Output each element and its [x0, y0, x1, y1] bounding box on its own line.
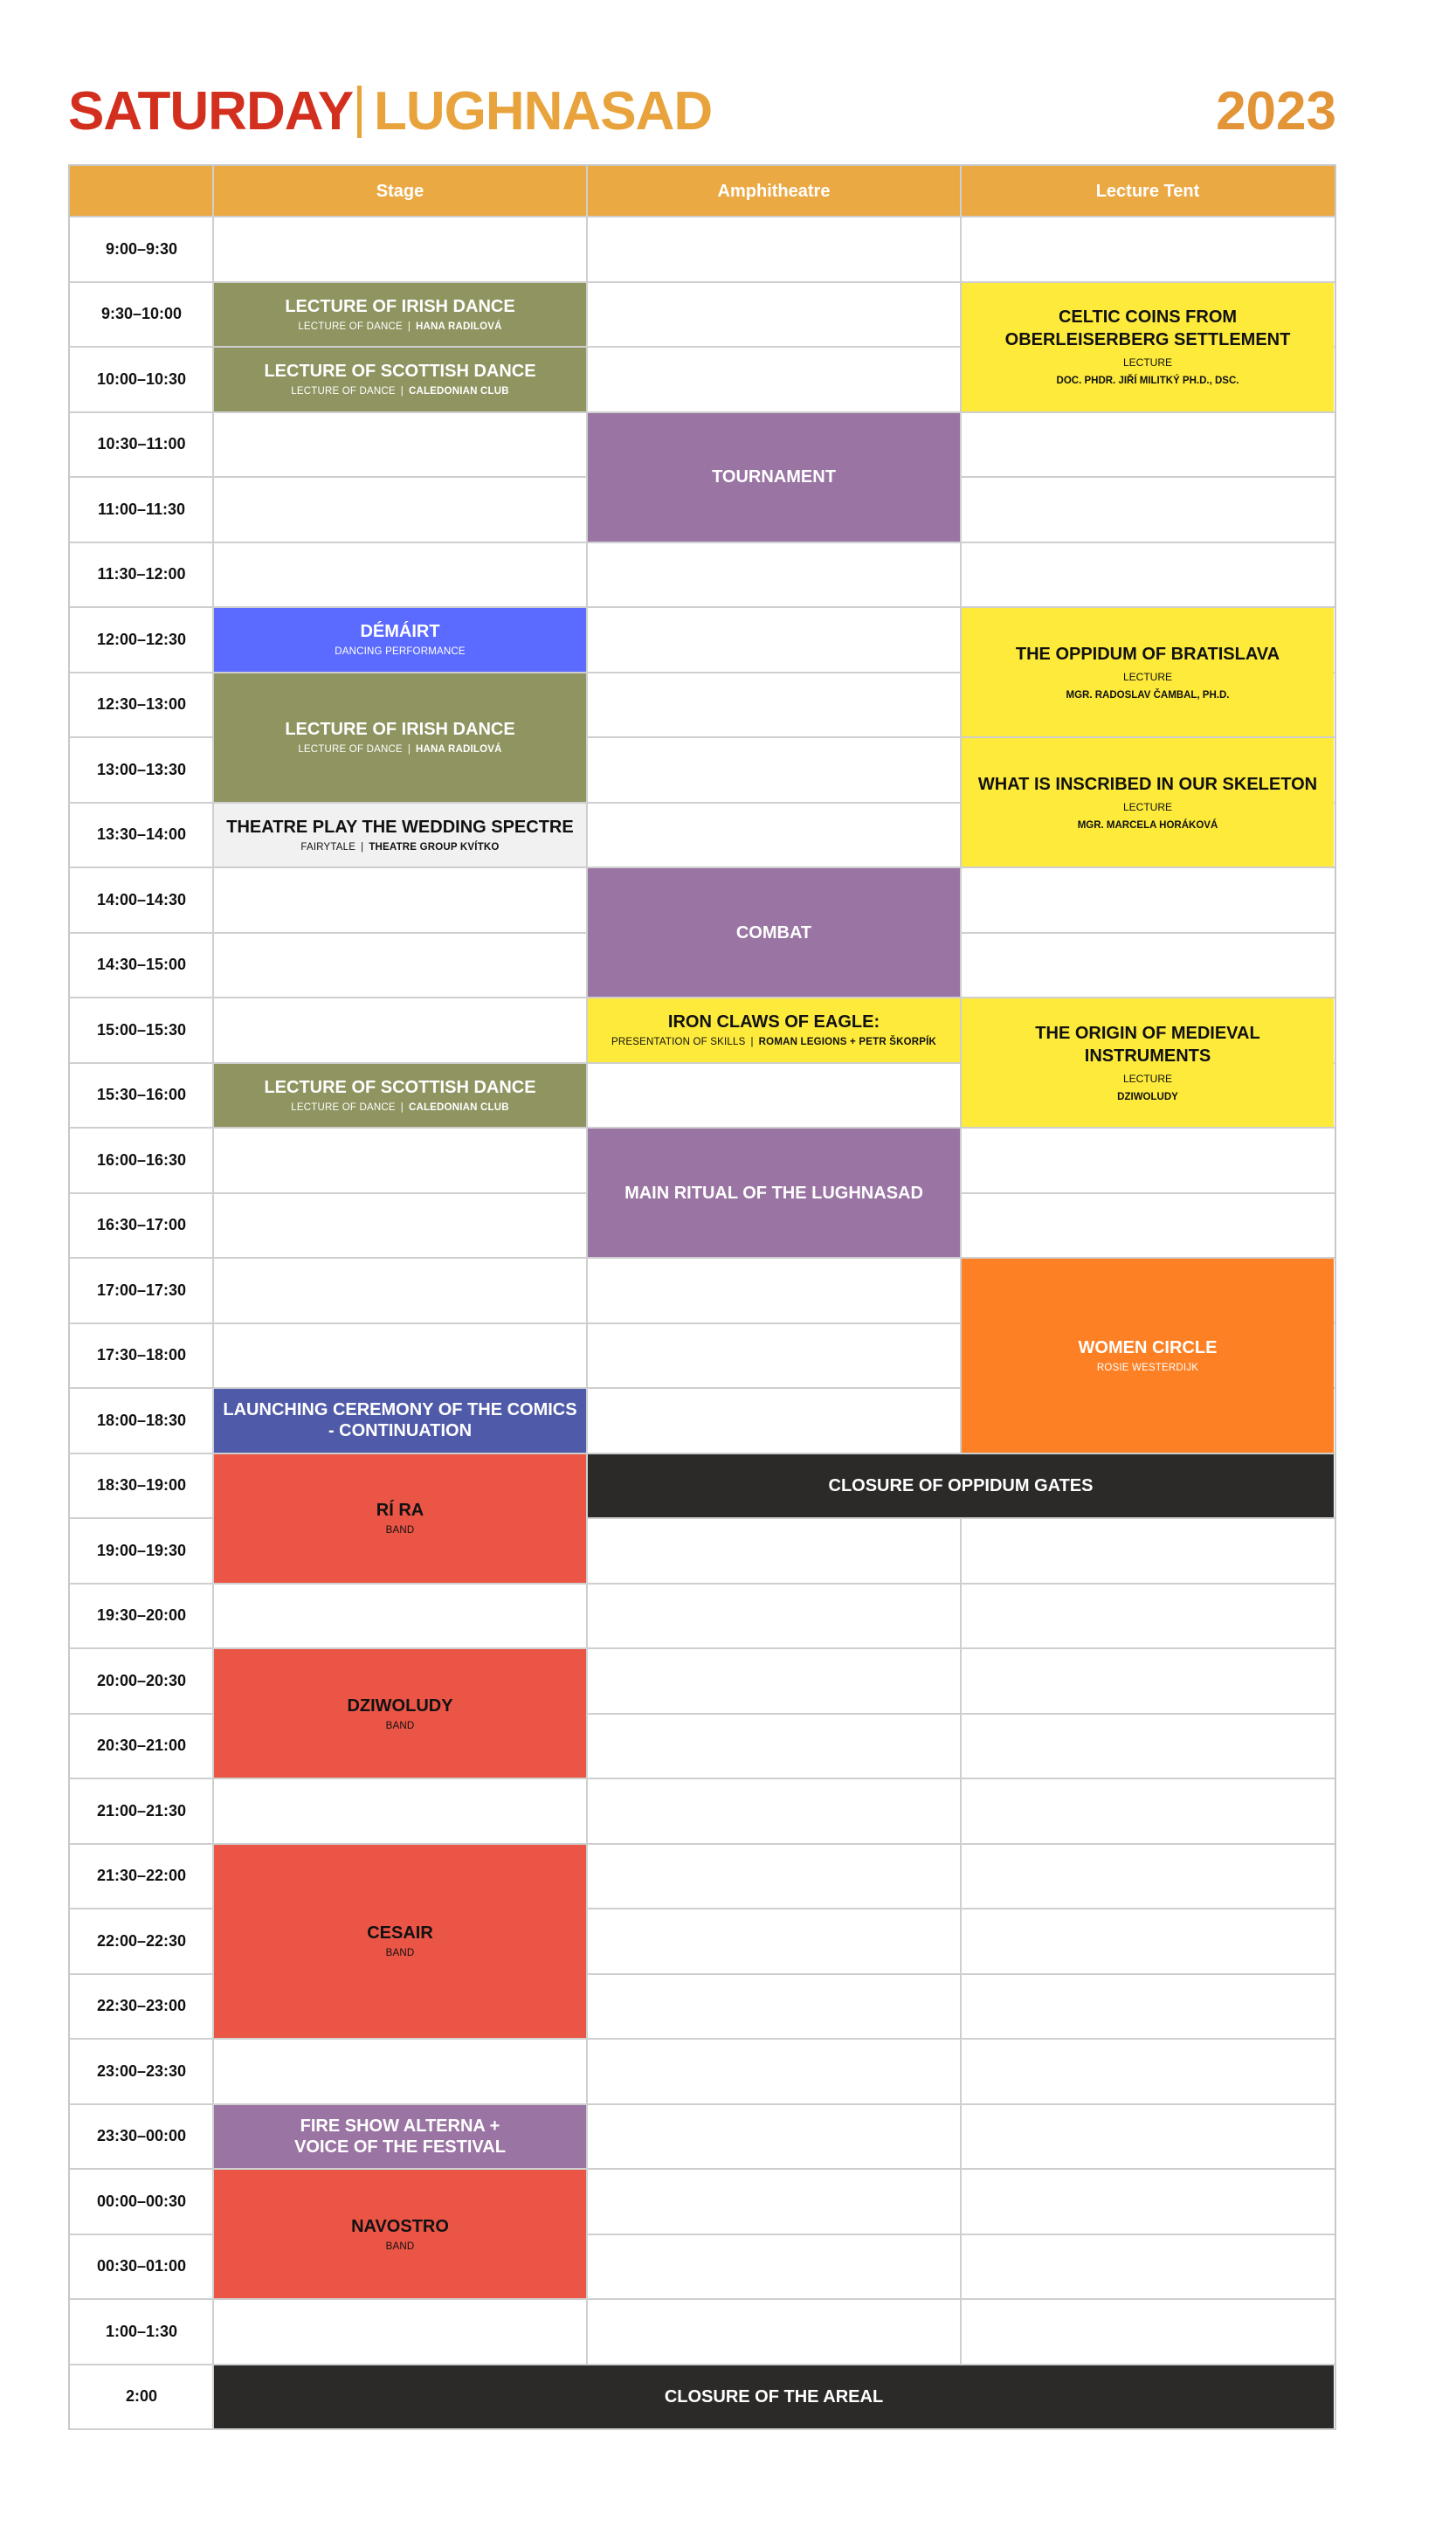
event-category: LECTURE: [1122, 670, 1172, 683]
time-slot: 2:00: [125, 2387, 158, 2406]
event-performer: CALEDONIAN CLUB: [408, 386, 509, 397]
event-title: CELTIC COINS FROM OBERLEISERBERG SETTLEMENT: [1004, 307, 1291, 349]
time-slot: 20:00–20:30: [96, 1671, 187, 1689]
event-block[interactable]: [588, 998, 960, 1062]
separator-bar: |: [407, 744, 411, 755]
event-title: THEATRE PLAY THE WEDDING SPECTRE: [226, 817, 574, 837]
event-title: CESAIR: [367, 1923, 433, 1944]
grid-line-horizontal: [70, 2298, 1335, 2300]
time-slot: 21:00–21:30: [96, 1801, 187, 1820]
time-slot: 10:00–10:30: [96, 369, 187, 388]
event-title: DÉMÁIRT: [360, 622, 440, 642]
title-year: 2023: [1216, 81, 1336, 142]
event-subtitle: [1097, 1362, 1198, 1375]
grid-line-horizontal: [70, 1583, 1335, 1585]
event-block[interactable]: [962, 998, 1334, 1127]
separator-bar: |: [750, 1037, 754, 1048]
event-subtitle: [291, 1101, 509, 1115]
grid-line-horizontal: [70, 2428, 1335, 2430]
title-day: SATURDAY: [68, 81, 354, 142]
time-slot: 23:00–23:30: [96, 2061, 187, 2080]
time-slot: 11:00–11:30: [97, 500, 186, 518]
time-slot: 18:30–19:00: [96, 1476, 187, 1495]
time-slot: 9:30–10:00: [100, 305, 183, 323]
event-block[interactable]: [962, 738, 1334, 867]
event-block[interactable]: [588, 1129, 960, 1257]
event-title: LECTURE OF IRISH DANCE: [285, 296, 515, 316]
event-block[interactable]: [214, 2170, 586, 2298]
event-performer: HANA RADILOVÁ: [416, 744, 502, 755]
header-time-cell: [70, 166, 213, 217]
time-slot: 15:00–15:30: [96, 1020, 187, 1039]
event-title: LAUNCHING CEREMONY OF THE COMICS - CONTINUATION: [223, 1400, 577, 1441]
grid-line-horizontal: [70, 2038, 1335, 2040]
event-block[interactable]: [214, 1454, 586, 1583]
time-slot: 12:30–13:00: [96, 695, 187, 714]
event-title: FIRE SHOW ALTERNA + VOICE OF THE FESTIVAL: [294, 2116, 506, 2157]
event-subtitle: [611, 1036, 936, 1049]
event-title: LECTURE OF SCOTTISH DANCE: [264, 362, 536, 382]
title-festival: LUGHNASAD: [374, 81, 713, 142]
time-slot: 17:00–17:30: [96, 1281, 187, 1299]
grid-line-horizontal: [70, 216, 1335, 218]
event-performer: ROMAN LEGIONS + PETR ŠKORPÍK: [758, 1037, 937, 1048]
time-slot: 14:00–14:30: [96, 890, 187, 908]
time-slot: 16:00–16:30: [96, 1150, 187, 1169]
event-title: TOURNAMENT: [712, 467, 836, 487]
time-slot: 10:30–11:00: [97, 435, 186, 453]
column-header-stage: Stage: [213, 166, 587, 217]
event-block[interactable]: [214, 1389, 586, 1453]
event-block[interactable]: [962, 1259, 1334, 1453]
event-performer: THEATRE GROUP KVÍTKO: [369, 841, 500, 853]
event-title: THE OPPIDUM OF BRATISLAVA: [1015, 644, 1280, 664]
time-slot: 16:30–17:00: [96, 1216, 187, 1234]
event-subtitle: [386, 2241, 415, 2254]
event-title: NAVOSTRO: [351, 2216, 449, 2236]
event-block[interactable]: [214, 1649, 586, 1778]
event-block[interactable]: [962, 283, 1334, 411]
grid-line-horizontal: [70, 542, 1335, 543]
event-subtitle-type: ROSIE WESTERDIJK: [1096, 1362, 1199, 1373]
time-slot: 00:30–01:00: [96, 2257, 187, 2275]
event-category: LECTURE: [1122, 800, 1172, 813]
event-title: LECTURE OF SCOTTISH DANCE: [264, 1077, 536, 1097]
time-slot: 00:00–00:30: [96, 2192, 187, 2210]
event-block[interactable]: [214, 1064, 586, 1128]
time-slot: 21:30–22:00: [96, 1867, 187, 1885]
event-subtitle-type: BAND: [385, 1525, 415, 1536]
event-title: WHAT IS INSCRIBED IN OUR SKELETON: [977, 774, 1318, 794]
event-speaker: DZIWOLUDY: [1117, 1091, 1178, 1102]
time-slot: 13:30–14:00: [96, 825, 187, 844]
event-speaker: MGR. MARCELA HORÁKOVÁ: [1077, 819, 1218, 831]
event-block[interactable]: [214, 608, 586, 672]
event-title: CLOSURE OF THE AREAL: [664, 2386, 884, 2406]
event-subtitle-type: LECTURE OF DANCE: [291, 1101, 396, 1113]
column-header-amphitheatre: Amphitheatre: [587, 166, 961, 217]
event-subtitle-type: BAND: [385, 2241, 415, 2252]
event-subtitle: [335, 646, 465, 659]
event-subtitle: [291, 385, 509, 398]
event-title: WOMEN CIRCLE: [1078, 1337, 1218, 1357]
event-subtitle: [298, 321, 501, 334]
time-slot: 22:00–22:30: [96, 1931, 187, 1950]
time-slot: 22:30–23:00: [96, 1997, 187, 2015]
separator-bar: |: [400, 386, 404, 397]
event-subtitle: [386, 1947, 415, 1960]
event-category: LECTURE: [1122, 356, 1172, 369]
time-slot: 13:00–13:30: [96, 760, 187, 778]
event-title: CLOSURE OF OPPIDUM GATES: [828, 1475, 1094, 1495]
event-block[interactable]: [214, 2365, 1334, 2429]
time-slot: 15:30–16:00: [96, 1086, 187, 1104]
event-title: RÍ RA: [376, 1501, 424, 1520]
time-slot: 20:30–21:00: [96, 1737, 187, 1755]
page-header: [68, 80, 1336, 143]
event-block[interactable]: [214, 348, 586, 411]
event-block[interactable]: [214, 804, 586, 867]
event-block[interactable]: [214, 1845, 586, 2039]
time-slot: 11:30–12:00: [97, 565, 186, 583]
event-title: MAIN RITUAL OF THE LUGHNASAD: [624, 1183, 923, 1203]
event-title: THE ORIGIN OF MEDIEVAL INSTRUMENTS: [1035, 1023, 1260, 1066]
time-slot: 19:00–19:30: [96, 1541, 187, 1559]
event-block[interactable]: [588, 1454, 1334, 1518]
event-block[interactable]: [962, 608, 1334, 736]
event-title: DZIWOLUDY: [347, 1695, 453, 1716]
time-slot: 19:30–20:00: [96, 1606, 187, 1625]
title-separator: [357, 86, 362, 138]
event-block[interactable]: [214, 2105, 586, 2169]
time-slot: 12:00–12:30: [96, 630, 187, 648]
event-subtitle: [386, 1720, 415, 1733]
time-slot: 17:30–18:00: [96, 1346, 187, 1364]
time-slot: 23:30–00:00: [96, 2127, 187, 2145]
separator-bar: |: [407, 321, 411, 332]
separator-bar: |: [400, 1101, 404, 1113]
event-subtitle-type: LECTURE OF DANCE: [298, 744, 403, 755]
event-performer: HANA RADILOVÁ: [416, 321, 502, 332]
event-subtitle-type: BAND: [385, 1720, 415, 1731]
event-subtitle: [386, 1524, 415, 1537]
event-subtitle-type: PRESENTATION OF SKILLS: [611, 1037, 746, 1048]
grid-line-horizontal: [70, 1778, 1335, 1779]
time-slot: 18:00–18:30: [96, 1411, 187, 1429]
event-subtitle-type: LECTURE OF DANCE: [298, 321, 403, 332]
event-title: IRON CLAWS OF EAGLE:: [667, 1012, 880, 1032]
event-speaker: MGR. RADOSLAV ČAMBAL, PH.D.: [1066, 689, 1230, 701]
separator-bar: |: [361, 841, 364, 853]
event-subtitle-type: BAND: [385, 1948, 415, 1959]
event-subtitle: [298, 743, 501, 756]
event-subtitle-type: DANCING PERFORMANCE: [335, 646, 466, 658]
event-block[interactable]: [214, 283, 586, 347]
event-block[interactable]: [588, 868, 960, 997]
event-block[interactable]: [214, 673, 586, 802]
event-block[interactable]: [588, 413, 960, 542]
event-subtitle-type: FAIRYTALE: [300, 841, 356, 853]
event-category: LECTURE: [1122, 1072, 1172, 1085]
schedule-table: [68, 164, 1336, 2430]
time-slot: 1:00–1:30: [105, 2322, 178, 2340]
event-title: LECTURE OF IRISH DANCE: [285, 720, 515, 739]
event-title: COMBAT: [735, 922, 812, 943]
event-performer: CALEDONIAN CLUB: [408, 1101, 509, 1113]
time-slot: 9:00–9:30: [105, 239, 178, 258]
event-speaker: DOC. PHDR. JIŘÍ MILITKÝ PH.D., DSC.: [1056, 376, 1239, 386]
event-subtitle: [300, 841, 499, 854]
column-header-lecture-tent: Lecture Tent: [961, 166, 1335, 217]
event-subtitle-type: LECTURE OF DANCE: [291, 386, 396, 397]
time-slot: 14:30–15:00: [96, 956, 187, 974]
